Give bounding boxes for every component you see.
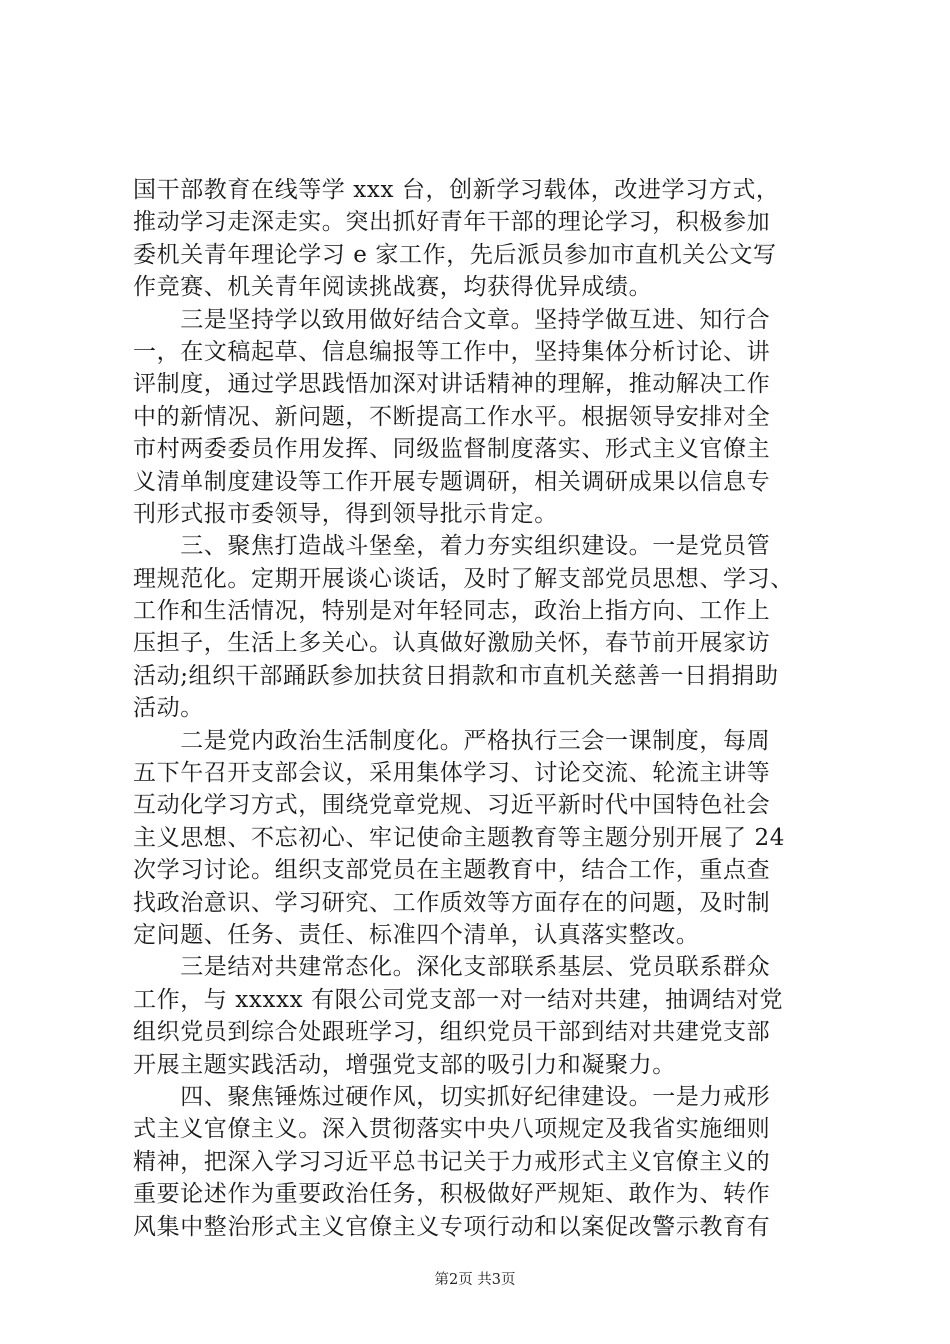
text-line: 定问题、任务、责任、标准四个清单，认真落实整改。 — [133, 921, 700, 948]
text-line: 组织党员到综合处跟班学习，组织党员干部到结对共建党支部 — [133, 1019, 771, 1046]
text-line: 工作和生活情况，特别是对年轻同志，政治上指方向、工作上 — [133, 598, 771, 625]
text-line: 互动化学习方式，围绕党章党规、习近平新时代中国特色社会 — [133, 792, 771, 819]
text-line: 式主义官僚主义。深入贯彻落实中央八项规定及我省实施细则 — [133, 1116, 771, 1143]
text-line: 三是坚持学以致用做好结合文章。坚持学做互进、知行合 — [133, 306, 771, 333]
text-line: 中的新情况、新问题，不断提高工作水平。根据领导安排对全 — [133, 403, 771, 430]
text-line: 工作，与 xxxxx 有限公司党支部一对一结对共建，抽调结对党 — [133, 986, 784, 1013]
text-line: 理规范化。定期开展谈心谈话，及时了解支部党员思想、学习、 — [133, 565, 794, 592]
text-line: 义清单制度建设等工作开展专题调研，相关调研成果以信息专 — [133, 468, 771, 495]
document-body — [133, 174, 833, 1243]
text-line: 刊形式报市委领导，得到领导批示肯定。 — [133, 500, 558, 527]
text-line: 评制度，通过学思践悟加深对讲话精神的理解，推动解决工作 — [133, 371, 771, 398]
text-line: 市村两委委员作用发挥、同级监督制度落实、形式主义官僚主 — [133, 436, 771, 463]
text-line: 次学习讨论。组织支部党员在主题教育中，结合工作，重点查 — [133, 857, 771, 884]
page-indicator: 第2页 共3页 — [434, 1272, 516, 1288]
text-line: 作竞赛、机关青年阅读挑战赛，均获得优异成绩。 — [133, 274, 653, 301]
text-line: 二是党内政治生活制度化。严格执行三会一课制度，每周 — [133, 727, 771, 754]
text-line: 三、聚焦打造战斗堡垒，着力夯实组织建设。一是党员管 — [133, 533, 771, 560]
text-line: 三是结对共建常态化。深化支部联系基层、党员联系群众 — [133, 954, 771, 981]
text-line: 活动;组织干部踊跃参加扶贫日捐款和市直机关慈善一日捐捐助 — [133, 662, 779, 689]
text-line: 一，在文稿起草、信息编报等工作中，坚持集体分析讨论、讲 — [133, 338, 771, 365]
text-line: 找政治意识、学习研究、工作质效等方面存在的问题，及时制 — [133, 889, 771, 916]
text-line: 压担子，生活上多关心。认真做好激励关怀，春节前开展家访 — [133, 630, 771, 657]
text-line: 四、聚焦锤炼过硬作风，切实抓好纪律建设。一是力戒形 — [133, 1083, 771, 1110]
text-line: 风集中整治形式主义官僚主义专项行动和以案促改警示教育有 — [133, 1213, 771, 1240]
text-line: 活动。 — [133, 695, 204, 722]
text-line: 委机关青年理论学习 e 家工作，先后派员参加市直机关公文写 — [133, 241, 777, 268]
text-line: 精神，把深入学习习近平总书记关于力戒形式主义官僚主义的 — [133, 1148, 771, 1175]
text-line: 主义思想、不忘初心、牢记使命主题教育等主题分别开展了 24 — [133, 824, 785, 851]
text-line: 五下午召开支部会议，采用集体学习、讨论交流、轮流主讲等 — [133, 760, 771, 787]
text-line: 重要论述作为重要政治任务，积极做好严规矩、敢作为、转作 — [133, 1181, 771, 1208]
text-line: 国干部教育在线等学 xxx 台，创新学习载体，改进学习方式， — [133, 177, 780, 203]
text-line: 推动学习走深走实。突出抓好青年干部的理论学习，积极参加 — [133, 209, 771, 236]
text-line: 开展主题实践活动，增强党支部的吸引力和凝聚力。 — [133, 1051, 676, 1078]
